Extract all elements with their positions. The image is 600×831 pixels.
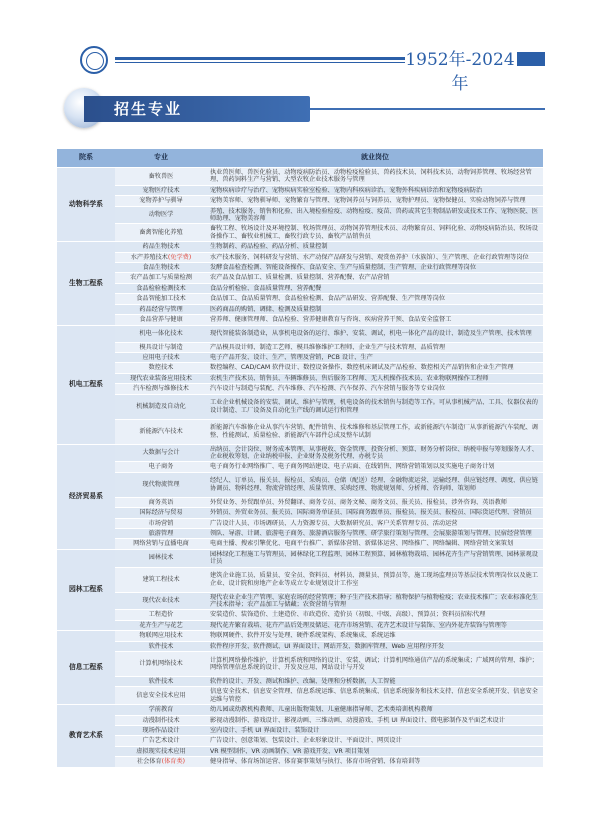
- major-cell: [115, 206, 207, 224]
- major-cell: [115, 705, 207, 715]
- jobs-cell: 数控编程、CAD/CAM 软件设计、数控设备操作、数控机床调试及产品检验、数控相关产品销售和企业生产管理: [207, 363, 543, 373]
- jobs-cell: 幼儿园或幼教机构教师、儿童出版物策划、儿童健康指导师、艺术类培训机构教师: [207, 705, 543, 715]
- dept-cell: 教育艺术系: [57, 705, 115, 767]
- major-name: 新能源汽车技术: [139, 427, 183, 435]
- section-title-banner: [84, 96, 310, 122]
- jobs-cell: 养殖、技术服务、销售和化验、出入境检验检疫、动物检疫、疫苗、兽药或其它生物制品研发或技术工作、宠物医院、医师助理、宠物美容师: [207, 206, 543, 224]
- major-cell: [115, 539, 207, 549]
- jobs-cell: 执业兽医师、兽医化验员、动物疫病防治员、动物检疫检验员、兽药技术员、饲料技术员、动物饲养管理、牧场经营管理、兽药饲料生产与营销、大型农牧企业技术服务与管理: [207, 168, 543, 186]
- major-name: 商务英语: [148, 498, 174, 506]
- major-name: 食品营养与健康: [139, 316, 183, 324]
- jobs-cell: 医药商品的购销、调储、检测及质量控制: [207, 304, 543, 314]
- header-rule-thin: [115, 62, 405, 63]
- jobs-cell: 汽车设计与制造与装配、汽车维修、汽车检测、汽车保养、汽车营销与服务等专业岗位: [207, 384, 543, 394]
- major-cell: [115, 342, 207, 352]
- header-rule: [115, 57, 405, 60]
- table-row: [57, 705, 543, 715]
- jobs-cell: 现代智能装备制造业，从事机电设备的运行、维护、安装、调试，机电一体化产品的设计、制造及生产管理、技术管理: [207, 325, 543, 342]
- major-cell: [115, 726, 207, 736]
- major-name: 学前教育: [148, 706, 174, 714]
- jobs-cell: 健身指导、体育场馆运营、体育赛事策划与执行、体育市场营销、体育培训等: [207, 757, 543, 767]
- table-row: [57, 677, 543, 687]
- major-cell: [115, 224, 207, 242]
- jobs-cell: 新能源汽车维修企业从事汽车营销、配件销售、技术维修和基层管理工作，或新能源汽车制造厂从事新能源汽车装配、调整、性能测试、质量检验、新能源汽车部件总成及整车试制: [207, 419, 543, 444]
- major-cell: [115, 641, 207, 651]
- table-row: [57, 224, 543, 242]
- table-row: [57, 549, 543, 567]
- table-row: [57, 294, 543, 304]
- jobs-cell: 外贸业务、外贸跟单员、外贸翻译、商务专员、商务文秘、商务文员、报关员、报检员、涉外咨询、英语教师: [207, 497, 543, 507]
- majors-table: [57, 149, 543, 768]
- jobs-cell: 领队、导游、计调、旅游电子商务、旅游酒店服务与管理、研学旅行策划与管理、会展旅游策划与管理、民宿经营管理: [207, 528, 543, 538]
- major-name: 动物医学: [148, 211, 174, 219]
- column-header-jobs: 就业岗位: [207, 149, 543, 168]
- major-cell: [115, 736, 207, 746]
- table-row: [57, 444, 543, 462]
- jobs-cell: 计算机网络操作维护，计算机系统和网络的设计、安装、调试；计算机网络通信产品的系统集成；广域网的管理、维护；网络管理信息系统的设计、开发及应用、网站设计与开发: [207, 652, 543, 677]
- header-accent-block: [517, 52, 545, 66]
- major-cell: [115, 352, 207, 362]
- table-row: [57, 641, 543, 651]
- major-cell: [115, 168, 207, 186]
- major-cell: [115, 610, 207, 620]
- table-row: [57, 746, 543, 756]
- major-name: 数控技术: [148, 364, 174, 372]
- jobs-cell: 经纪人、订单员、报关员、报检员、采购员、仓储（配送）经理、金融物流运营、运输经理、供应链经理、调度、供应链协调员、物料经理、物流营销经理、质量管理、采购经理、物流规划师、分析师、咨询师、策划师: [207, 472, 543, 497]
- major-name: 现代农业技术: [142, 597, 180, 605]
- jobs-cell: 现代农业企业生产管理、家庭农场的经营管理；种子生产技术指导；植物保护与植物检疫；农业技术推广；农业标准化生产技术指导；农产品加工与储藏；农资营销与管理: [207, 592, 543, 610]
- table-row: [57, 315, 543, 325]
- jobs-cell: 食品加工、食品质量管理、食品检验检测、食品产品研发、营养配餐、生产管理等岗位: [207, 294, 543, 304]
- major-name: 工程造价: [148, 611, 174, 619]
- major-name: 水产养殖技术: [130, 253, 168, 261]
- major-cell: [115, 196, 207, 206]
- jobs-cell: 发酵食品检查检测、智能设备操作、食品安全、生产与质量控制、生产管理、企业行政管理等岗位: [207, 263, 543, 273]
- jobs-cell: 外销员、外贸业务员、报关员、国际商务单证员、国际商务跟单员、报检员、报关员、报检员、国际货运代理、营销员: [207, 508, 543, 518]
- jobs-cell: 安装造价、装饰造价、土建造价、市政造价、造价员（初级、中级、高级）、预算员；资料员招标代理: [207, 610, 543, 620]
- major-name: 建筑工程技术: [142, 575, 180, 583]
- major-name: 现场作品设计: [142, 727, 180, 735]
- major-cell: [115, 363, 207, 373]
- table-row: [57, 206, 543, 224]
- table-row: [57, 196, 543, 206]
- jobs-cell: 营养师、健康管理师、食品检验、营养健康教育与咨询、疾病营养干预、食品安全监督工: [207, 315, 543, 325]
- jobs-cell: 食品分析检验、食品质量管理、营养配餐: [207, 283, 543, 293]
- major-name: 畜禽智能化养殖: [139, 229, 183, 237]
- dept-cell: 信息工程系: [57, 631, 115, 705]
- major-cell: [115, 518, 207, 528]
- jobs-cell: 园林绿化工程施工与管理员、园林绿化工程监理、园林工程预算、园林植物栽培、园林花卉生产与营销管理、园林景观设计员: [207, 549, 543, 567]
- major-cell: [115, 715, 207, 725]
- major-cell: [115, 315, 207, 325]
- major-name: 现代物流管理: [142, 481, 180, 489]
- major-name: 药品生物技术: [142, 243, 180, 251]
- table-row: [57, 325, 543, 342]
- dept-cell: 园林工程系: [57, 549, 115, 630]
- tuition-badge: (体育类): [161, 758, 186, 766]
- table-row: [57, 168, 543, 186]
- major-cell: [115, 294, 207, 304]
- table-row: [57, 242, 543, 252]
- major-name: 物联网应用技术: [139, 632, 183, 640]
- jobs-cell: 宠物美容师、宠物驯导师、宠物繁育与管理、宠物饲养员与饲养员、宠物护理员、宠物保健员、实验动物饲养与管理: [207, 196, 543, 206]
- jobs-cell: 室内设计、手机 UI 界面设计、装饰设计: [207, 726, 543, 736]
- major-cell: [115, 528, 207, 538]
- major-name: 食品生物技术: [142, 264, 180, 272]
- college-seal-icon: [80, 46, 108, 74]
- jobs-cell: 出纳员、会计岗位、财务成本管理、从事税收、资金管理、投资分析、预算、财务分析岗位、纳税申报与筹划服务人才、企业税收筹划、企业纳税申报、企业财务及税务代理、办税专员: [207, 444, 543, 462]
- jobs-cell: 农机生产技术员、销售员、车辆维修员、售后服务工程师、无人机操作技术员、农业物联网操作工程师: [207, 373, 543, 383]
- table-row: [57, 363, 543, 373]
- major-cell: [115, 508, 207, 518]
- table-row: [57, 652, 543, 677]
- table-row: [57, 342, 543, 352]
- major-name: 虚拟现实技术应用: [136, 747, 186, 755]
- major-name: 软件技术: [148, 678, 174, 686]
- jobs-cell: 现代花卉繁育栽培、花卉产品后处理及储运、花卉市场营销、花卉艺术设计与装饰、室内外花卉装饰与管理等: [207, 620, 543, 630]
- section-title: 招生专业: [114, 100, 183, 118]
- major-name: 药品经营与管理: [139, 305, 183, 313]
- major-cell: [115, 549, 207, 567]
- major-cell: [115, 746, 207, 756]
- major-name: 畜牧兽医: [148, 172, 174, 180]
- table-row: [57, 472, 543, 497]
- major-name: 大数据与会计: [142, 449, 180, 457]
- major-name: 计算机网络技术: [139, 660, 183, 668]
- major-name: 园林技术: [148, 554, 174, 562]
- jobs-cell: 电子产品开发、设计、生产、管理及营销，PCB 设计、生产: [207, 352, 543, 362]
- major-name: 电子商务: [148, 463, 174, 471]
- major-cell: [115, 252, 207, 262]
- major-name: 动漫制作技术: [142, 716, 180, 724]
- dept-cell: 生物工程系: [57, 242, 115, 325]
- table-row: [57, 528, 543, 538]
- major-cell: [115, 394, 207, 419]
- major-cell: [115, 273, 207, 283]
- jobs-cell: 农产品及食品加工、质量检测、质量控制、营养配餐、农产品营销: [207, 273, 543, 283]
- table-row: [57, 687, 543, 705]
- jobs-cell: 广告设计、创意策划、包装设计、企业形象设计、平面设计、网页设计: [207, 736, 543, 746]
- major-name: 汽车检测与维修技术: [133, 385, 189, 393]
- major-name: 信息安全技术应用: [136, 692, 186, 700]
- major-cell: [115, 687, 207, 705]
- jobs-cell: 物联网硬件、软件开发与处理、硬件系统架构、系统集成、系统运维: [207, 631, 543, 641]
- major-cell: [115, 419, 207, 444]
- major-cell: [115, 567, 207, 592]
- table-row: [57, 508, 543, 518]
- jobs-cell: 电子商务行业网络推广、电子商务网站建设、电子店面、在线销售、网络营销策划以及实施电子商务计划: [207, 462, 543, 472]
- major-name: 食品智能加工技术: [136, 295, 186, 303]
- major-cell: [115, 757, 207, 767]
- major-name: 食品检验检测技术: [136, 284, 186, 292]
- column-header-major: 专业: [115, 149, 207, 168]
- major-name: 机电一体化技术: [139, 329, 183, 337]
- major-name: 模具设计与制造: [139, 343, 183, 351]
- table-row: [57, 263, 543, 273]
- table-row: [57, 567, 543, 592]
- table-row: [57, 283, 543, 293]
- table-row: [57, 419, 543, 444]
- major-cell: [115, 384, 207, 394]
- major-name: 国际经济与贸易: [139, 509, 183, 517]
- jobs-cell: 水产技术服务、饲料研发与营销、水产动保产品研发与营销、观赏鱼养护（水族馆）、生产管理、企业行政管理等岗位: [207, 252, 543, 262]
- jobs-cell: 广告设计人员、市场调研员、人力资源专员、大数据研究员、客户关系管理专员、活动运营: [207, 518, 543, 528]
- table-row: [57, 497, 543, 507]
- title-rule: [310, 108, 545, 110]
- table-row: [57, 518, 543, 528]
- major-cell: [115, 592, 207, 610]
- table-row: [57, 736, 543, 746]
- jobs-cell: 软件的设计、开发、测试和维护、改编、处理和分析数据，人工智能: [207, 677, 543, 687]
- year-range: 1952年-2024年: [405, 50, 515, 94]
- major-cell: [115, 444, 207, 462]
- table-row: [57, 373, 543, 383]
- table-row: [57, 715, 543, 725]
- table-row: [57, 610, 543, 620]
- table-body: [57, 168, 543, 768]
- major-name: 农产品加工与质量检测: [130, 274, 192, 282]
- major-cell: [115, 652, 207, 677]
- jobs-cell: 畜牧工程、牧场设计及环境控制、牧场管理员、动物饲养管理技术员、动物繁育员、饲料化验、动物疫病防治员、牧场设备操作工、畜牧业机械工、畜牧行政专员、畜牧产品销售员: [207, 224, 543, 242]
- table-row: [57, 631, 543, 641]
- table-row: [57, 726, 543, 736]
- table-row: [57, 185, 543, 195]
- major-name: 市场营销: [148, 519, 174, 527]
- major-cell: [115, 620, 207, 630]
- major-name: 机械制造及自动化: [136, 402, 186, 410]
- table-row: [57, 592, 543, 610]
- major-cell: [115, 462, 207, 472]
- major-cell: [115, 242, 207, 252]
- major-name: 现代农业装备应用技术: [130, 374, 192, 382]
- table-row: [57, 394, 543, 419]
- jobs-cell: 生物制药、药品检验、药品分析、质量控制: [207, 242, 543, 252]
- column-header-dept: 院系: [57, 149, 115, 168]
- major-name: 旅游管理: [148, 529, 174, 537]
- major-cell: [115, 472, 207, 497]
- jobs-cell: 电商主播、搜索引擎优化、电商平台推广、新媒体营销、新媒体运营、网络推广、网络编辑、网络营销文案策划: [207, 539, 543, 549]
- tuition-badge: (免学费): [167, 253, 192, 261]
- major-name: 花卉生产与花艺: [139, 621, 183, 629]
- major-name: 软件技术: [148, 642, 174, 650]
- jobs-cell: 宠物疾病诊疗与治疗、宠物疾病实验室检验、宠物内科疾病诊治、宠物外科疾病诊治和宠物疫病防治: [207, 185, 543, 195]
- table-row: [57, 757, 543, 767]
- major-name: 应用电子技术: [142, 353, 180, 361]
- major-cell: [115, 373, 207, 383]
- jobs-cell: 建筑企业施工员、质量员、安全员、资料员、材料员、测量员、预算员等，施工现场监理员等基层技术管理岗位以及施工企业、设计院和房地产企业等成立专业规划设计工作室: [207, 567, 543, 592]
- table-row: [57, 384, 543, 394]
- major-name: 广告艺术设计: [142, 737, 180, 745]
- major-cell: [115, 263, 207, 273]
- table-row: [57, 273, 543, 283]
- jobs-cell: 工业企业机械设备的安装、调试、维护与管理，机电设备的技术销售与制造等工作。可从事机械产品、工具、仪器仪表的设计制造、工厂设备及自动化生产线的调试运行和管理: [207, 394, 543, 419]
- major-cell: [115, 631, 207, 641]
- major-cell: [115, 185, 207, 195]
- major-cell: [115, 304, 207, 314]
- major-name: 宠物医疗技术: [142, 186, 180, 194]
- major-name: 网络营销与直播电商: [133, 540, 189, 548]
- table-row: [57, 539, 543, 549]
- jobs-cell: 产品模具设计师、制造工艺师、模具维修维护工程师、企业生产与技术管理、品质管理: [207, 342, 543, 352]
- dept-cell: 机电工程系: [57, 325, 115, 444]
- major-cell: [115, 677, 207, 687]
- major-cell: [115, 325, 207, 342]
- table-row: [57, 304, 543, 314]
- major-name: 宠物养护与驯导: [139, 197, 183, 205]
- table-row: [57, 620, 543, 630]
- jobs-cell: 软件程序开发、软件测试、UI 界面设计、网站开发、数据库管理、Web 应用程序开发: [207, 641, 543, 651]
- table-row: [57, 462, 543, 472]
- jobs-cell: 信息安全技术、信息安全管理、信息系统运维、信息系统集成、信息系统服务和技术支持、信息安全系统开发、信息安全运维与管控: [207, 687, 543, 705]
- dept-cell: 动物科学系: [57, 168, 115, 242]
- table-row: [57, 252, 543, 262]
- jobs-cell: 影视动漫制作、游戏设计、影视动画、三维动画、动漫游戏、手机 UI 界面设计、微电影制作及平面艺术设计: [207, 715, 543, 725]
- major-name: 社会体育: [136, 758, 162, 766]
- jobs-cell: VR 模型制作、VR 动画制作、VR 游戏开发、VR 项目策划: [207, 746, 543, 756]
- major-cell: [115, 283, 207, 293]
- table-header-row: [57, 149, 543, 168]
- table-row: [57, 352, 543, 362]
- major-cell: [115, 497, 207, 507]
- dept-cell: 经济贸易系: [57, 444, 115, 549]
